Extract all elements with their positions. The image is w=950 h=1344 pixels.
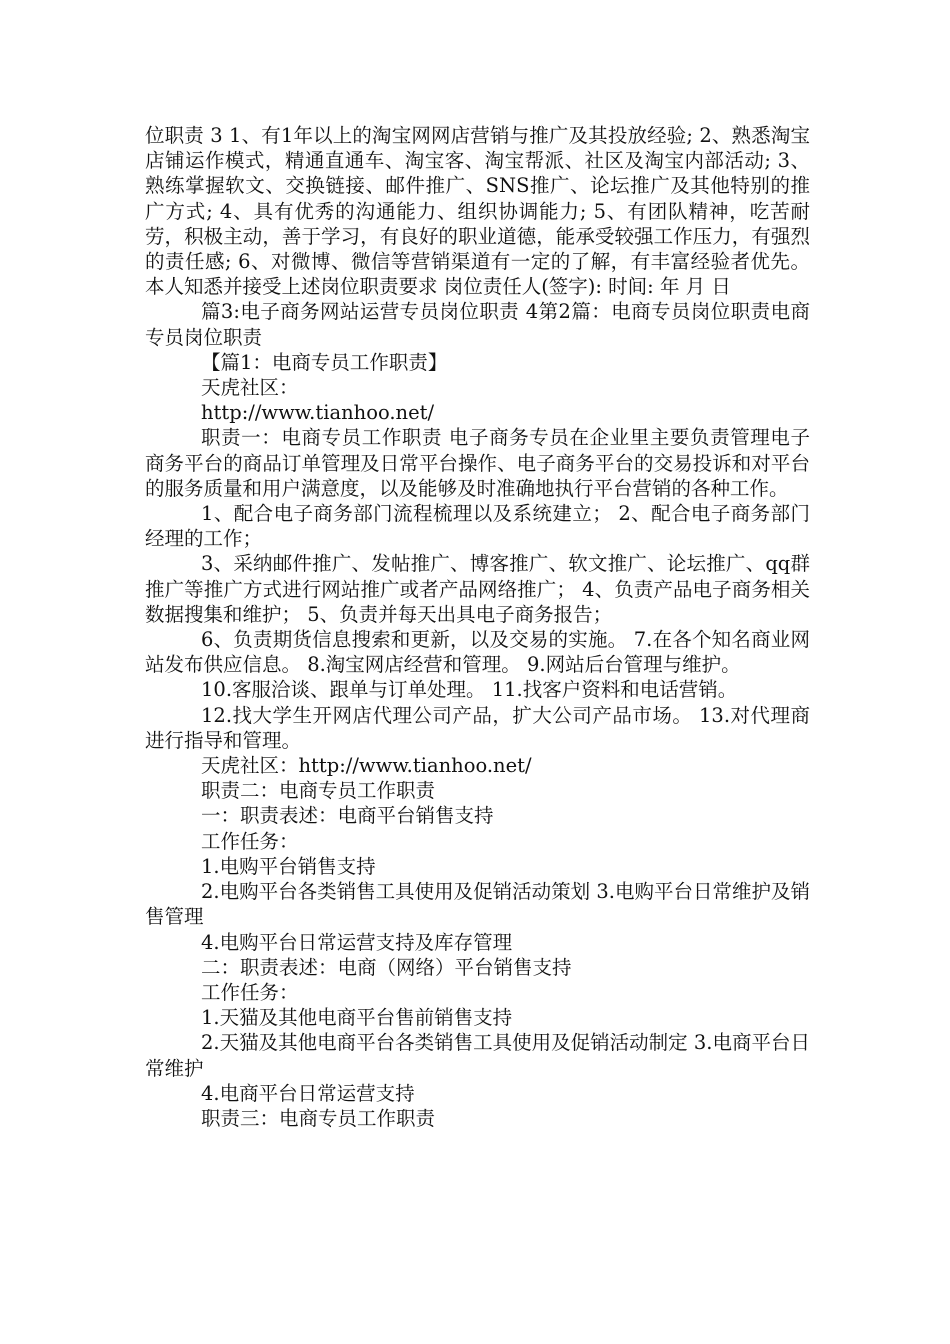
paragraph-task-1-4: 4.电购平台日常运营支持及库存管理: [201, 930, 513, 954]
paragraph-article-3-heading: 篇3:电子商务网站运营专员岗位职责 4第2篇：电商专员岗位职责电商专员岗位职责: [145, 300, 810, 349]
paragraph-duty-two-statement-1: 一：职责表述：电商平台销售支持: [201, 804, 494, 828]
paragraph-task-1-2-3: 2.电购平台各类销售工具使用及促销活动策划 3.电购平台日常维护及销售管理: [145, 880, 810, 929]
paragraph-duty-two-title: 职责二：电商专员工作职责: [201, 779, 436, 803]
paragraph-article-1-title: 【篇1：电商专员工作职责】: [201, 350, 448, 374]
paragraph-duty-items-12-13: 12.找大学生开网店代理公司产品，扩大公司产品市场。 13.对代理商进行指导和管理。: [145, 703, 810, 752]
paragraph-tasks-label-1: 工作任务：: [201, 829, 299, 853]
document-page: [145, 123, 810, 1131]
paragraph-duty-items-3-5: 3、采纳邮件推广、发帖推广、博客推广、软文推广、论坛推广、qq群推广等推广方式进行网站推广或者产品网络推广； 4、负责产品电子商务相关数据搜集和维护； 5、负责并每天出具电子商务报告；: [145, 552, 810, 626]
paragraph-source-url: http://www.tianhoo.net/: [201, 401, 435, 425]
paragraph-task-1-1: 1.电购平台销售支持: [201, 854, 376, 878]
paragraph-job-requirements: 位职责 3 1、有1年以上的淘宝网网店营销与推广及其投放经验; 2、熟悉淘宝店铺运作模式，精通直通车、淘宝客、淘宝帮派、社区及淘宝内部活动; 3、熟练掌握软文、交换链接、邮件推广、SNS推广、论坛推广及其他特别的推广方式; 4、具有优秀的沟通能力、组织协调能力; 5、有团队精神，吃苦耐劳，积极主动，善于学习，有良好的职业道德，能承受较强工作压力，有强烈的责任感; 6、对微博、微信等营销渠道有一定的了解，有丰富经验者优先。 本人知悉并接受上述岗位职责要求 岗位责任人(签字): 时间: 年 月 日: [145, 124, 810, 299]
paragraph-duty-items-1-2: 1、配合电子商务部门流程梳理以及系统建立； 2、配合电子商务部门经理的工作；: [145, 502, 810, 551]
paragraph-task-2-4: 4.电商平台日常运营支持: [201, 1081, 415, 1105]
paragraph-duty-items-6-9: 6、负责期货信息搜索和更新，以及交易的实施。 7.在各个知名商业网站发布供应信息。 8.淘宝网店经营和管理。 9.网站后台管理与维护。: [145, 628, 810, 677]
paragraph-duty-items-10-11: 10.客服洽谈、跟单与订单处理。 11.找客户资料和电话营销。: [201, 678, 738, 702]
paragraph-duty-three-title: 职责三：电商专员工作职责: [201, 1106, 436, 1130]
paragraph-duty-one-intro: 职责一：电商专员工作职责 电子商务专员在企业里主要负责管理电子商务平台的商品订单管理及日常平台操作、电子商务平台的交易投诉和对平台的服务质量和用户满意度，以及能够及时准确地执行平台营销的各种工作。: [145, 426, 810, 500]
paragraph-task-2-1: 1.天猫及其他电商平台售前销售支持: [201, 1006, 513, 1030]
paragraph-duty-two-statement-2: 二：职责表述：电商（网络）平台销售支持: [201, 955, 572, 979]
paragraph-task-2-2-3: 2.天猫及其他电商平台各类销售工具使用及促销活动制定 3.电商平台日常维护: [145, 1031, 810, 1080]
paragraph-source-line: 天虎社区：http://www.tianhoo.net/: [201, 754, 532, 778]
paragraph-source-label: 天虎社区：: [201, 376, 299, 400]
paragraph-tasks-label-2: 工作任务：: [201, 980, 299, 1004]
